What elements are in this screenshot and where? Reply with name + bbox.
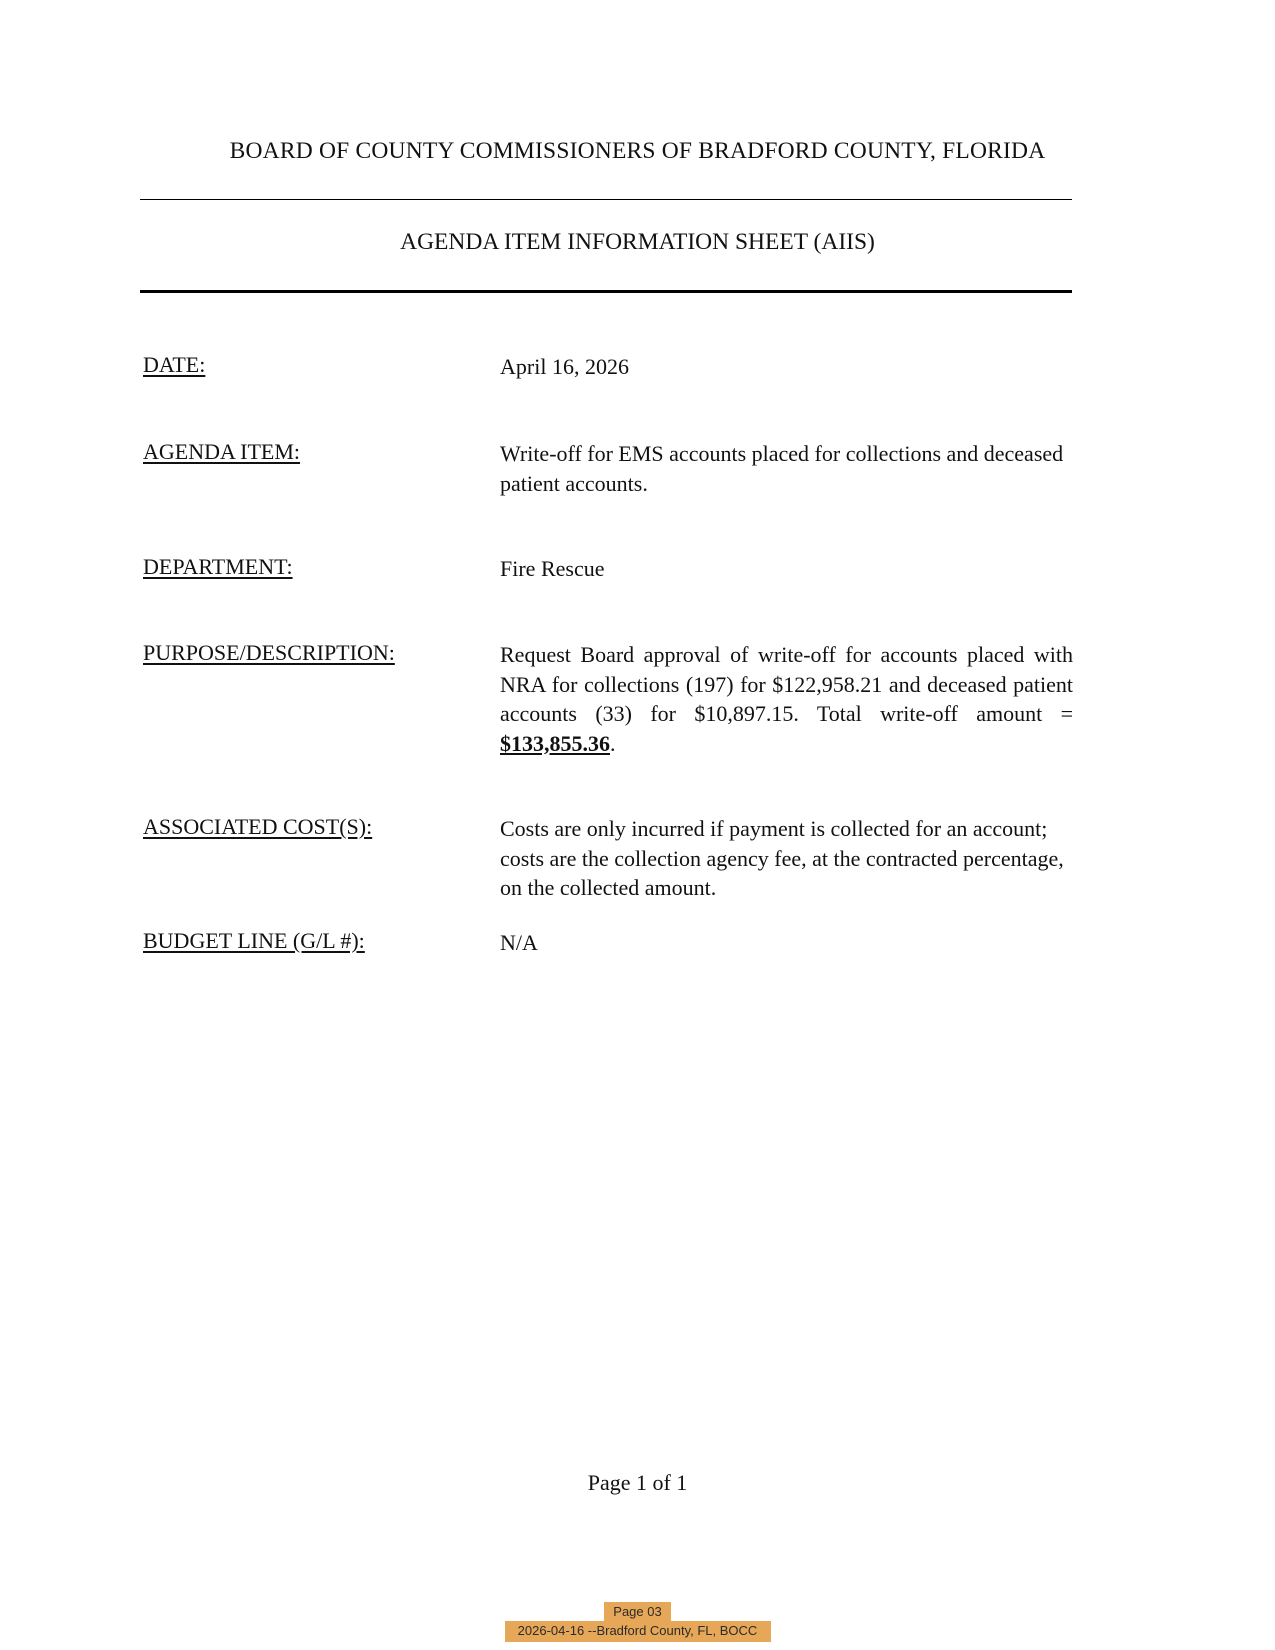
purpose-label: PURPOSE/DESCRIPTION: bbox=[143, 640, 395, 665]
budget-line-label: BUDGET LINE (G/L #): bbox=[143, 928, 365, 953]
page-marker-page-number: Page 03 bbox=[604, 1602, 670, 1621]
department-value: Fire Rescue bbox=[500, 556, 605, 581]
page-subtitle: AGENDA ITEM INFORMATION SHEET (AIIS) bbox=[400, 229, 875, 255]
budget-line-value: N/A bbox=[500, 930, 538, 955]
associated-costs-label: ASSOCIATED COST(S): bbox=[143, 814, 373, 839]
page-footer: Page 1 of 1 bbox=[587, 1470, 688, 1495]
page-marker-source: 2026-04-16 --Bradford County, FL, BOCC bbox=[505, 1621, 771, 1642]
purpose-total-amount: $133,855.36 bbox=[500, 730, 610, 756]
page-marker-badge bbox=[0, 1602, 1275, 1642]
agenda-item-label: AGENDA ITEM: bbox=[143, 439, 301, 464]
page-title: BOARD OF COUNTY COMMISSIONERS OF BRADFORD COUNTY, FLORIDA bbox=[229, 138, 1046, 164]
header-divider-bottom bbox=[140, 290, 1072, 293]
department-label: DEPARTMENT: bbox=[143, 554, 293, 579]
purpose-text-lead: Request Board approval of write-off for accounts placed with NRA for collections (197) for $122,958.21 and deceased patient accounts (33) for $10,897.15. Total write-off amount = bbox=[500, 642, 1073, 726]
date-value: April 16, 2026 bbox=[500, 354, 629, 379]
purpose-text-trail: . bbox=[610, 730, 616, 756]
agenda-item-value: Write-off for EMS accounts placed for collections and deceased patient accounts. bbox=[500, 441, 1064, 496]
associated-costs-value: Costs are only incurred if payment is collected for an account; costs are the collection agency fee, at the contracted percentage, on the collected amount. bbox=[500, 816, 1064, 900]
date-label: DATE: bbox=[143, 352, 206, 377]
purpose-value bbox=[500, 640, 1073, 758]
header-divider-top bbox=[140, 199, 1072, 200]
